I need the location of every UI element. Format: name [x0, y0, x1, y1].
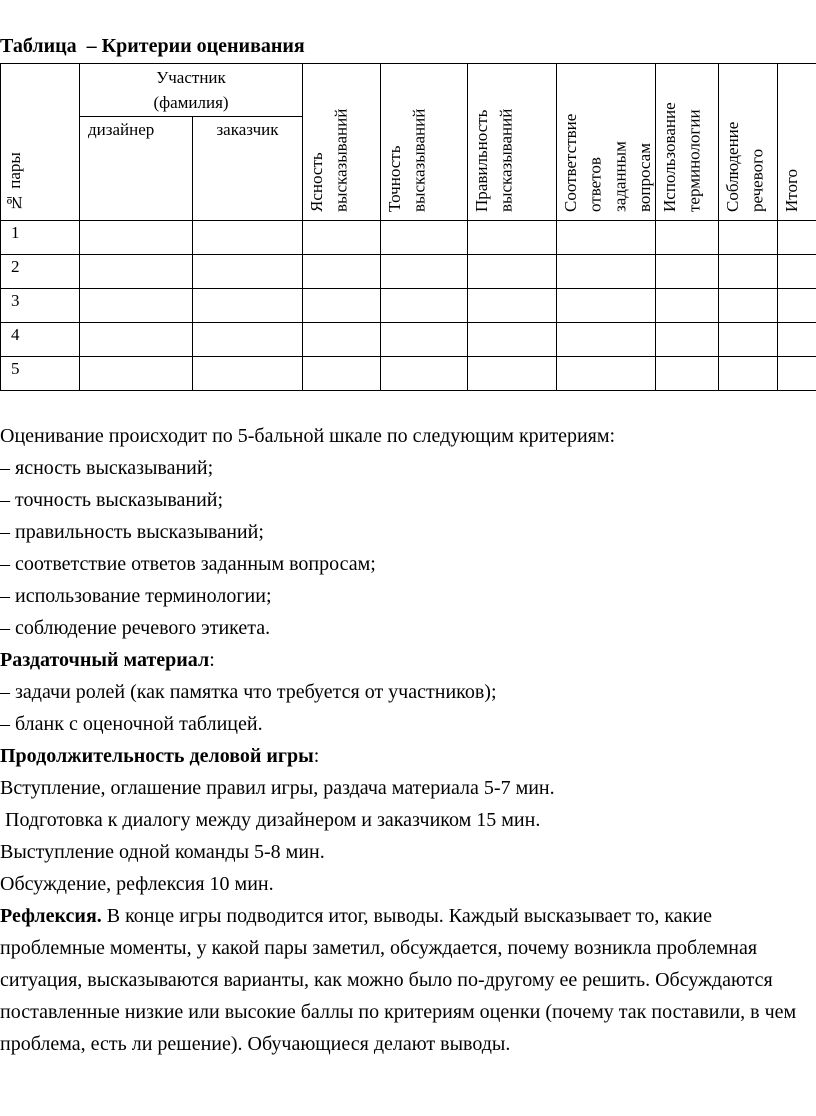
pair-number: 5 — [1, 357, 80, 391]
criterion-accuracy-header: Точность высказываний — [381, 64, 468, 221]
criterion-clarity-header: Ясность высказываний — [303, 64, 381, 221]
intro-paragraph: Оценивание происходит по 5-бальной шкале по следующим критериям: — [0, 425, 616, 447]
list-item: – бланк с оценочной таблицей. — [0, 713, 263, 735]
list-item: Вступление, оглашение правил игры, раздача материала 5-7 мин. — [0, 777, 555, 799]
criterion-etiquette-header: Соблюдение речевого — [719, 64, 778, 221]
reflection-paragraph — [0, 900, 816, 1060]
customer-header: заказчик — [193, 117, 303, 221]
table-row — [1, 221, 816, 255]
criterion-relevance-header: Соответствие ответов заданным вопросам — [557, 64, 656, 221]
handout-heading-line: Раздаточный материал: — [0, 649, 215, 671]
participant-header: Участник (фамилия) — [80, 64, 303, 117]
list-item: – правильность высказываний; — [0, 521, 264, 543]
pair-number-header: № пары — [1, 64, 80, 221]
total-header: Итого — [778, 64, 816, 221]
criterion-terminology-header: Использование терминологии — [656, 64, 719, 221]
list-item: Обсуждение, рефлексия 10 мин. — [0, 873, 274, 895]
pair-number: 3 — [1, 289, 80, 323]
pair-number: 1 — [1, 221, 80, 255]
table-row — [1, 255, 816, 289]
handout-heading: Раздаточный материал — [0, 649, 210, 671]
list-item: – соответствие ответов заданным вопросам; — [0, 553, 376, 575]
list-item: – соблюдение речевого этикета. — [0, 617, 271, 639]
criterion-correctness-header: Правильность высказываний — [468, 64, 557, 221]
table-row — [1, 289, 816, 323]
list-item: Подготовка к диалогу между дизайнером и заказчиком 15 мин. — [0, 809, 541, 831]
table-row — [1, 357, 816, 391]
duration-heading-line: Продолжительность деловой игры: — [0, 745, 320, 767]
pair-number: 4 — [1, 323, 80, 357]
document-body — [0, 420, 816, 1060]
list-item: Выступление одной команды 5-8 мин. — [0, 841, 325, 863]
reflection-body: В конце игры подводится итог, выводы. Каждый высказывает то, какие проблемные моменты, у какой пары заметил, обсуждается, почему возникла проблемная ситуация, высказываются варианты, как можно было по-другому ее решить. Обсуждаются поставленные низкие или высокие баллы по критериям оценки (почему так поставили, в чем проблема, есть ли решение). Обучающиеся делают выводы. — [0, 905, 797, 1055]
duration-heading: Продолжительность деловой игры — [0, 745, 314, 767]
table-row — [1, 323, 816, 357]
table-title: Таблица – Критерии оценивания — [0, 35, 305, 57]
list-item: – использование терминологии; — [0, 585, 272, 607]
list-item: – задачи ролей (как памятка что требуется от участников); — [0, 681, 497, 703]
pair-number: 2 — [1, 255, 80, 289]
list-item: – ясность высказываний; — [0, 457, 214, 479]
reflection-heading: Рефлексия. — [0, 905, 102, 927]
list-item: – точность высказываний; — [0, 489, 224, 511]
evaluation-table — [0, 63, 816, 391]
designer-header: дизайнер — [80, 117, 193, 221]
